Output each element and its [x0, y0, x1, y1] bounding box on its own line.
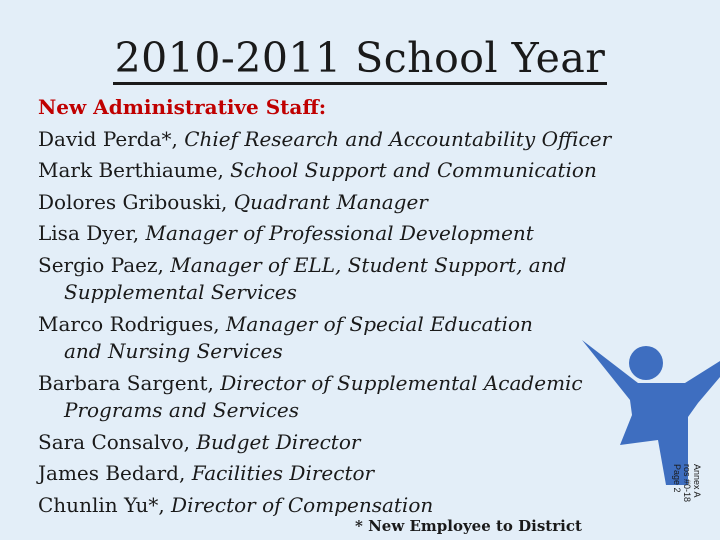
staff-role: Quadrant Manager [233, 189, 428, 214]
annex-label [662, 464, 702, 516]
staff-role: Director of Compensation [171, 492, 434, 517]
staff-role: Manager of Professional Development [145, 221, 534, 245]
staff-name: Sergio Paez, [38, 252, 171, 277]
staff-row [38, 218, 648, 250]
staff-row [38, 187, 648, 219]
annex-line: ros #0-18 [682, 464, 692, 503]
staff-role: School Support and Communication [230, 158, 597, 182]
staff-role: Director of Supplemental Academic [220, 370, 583, 395]
staff-role: Budget Director [196, 429, 361, 454]
annex-line: Page 2 [672, 464, 682, 493]
staff-row [38, 155, 648, 187]
staff-name: Barbara Sargent, [38, 370, 221, 395]
slide-title-text: 2010-2011 School Year [113, 34, 608, 85]
staff-name: Sara Consalvo, [38, 429, 197, 454]
staff-role-continued: Supplemental Services [64, 279, 297, 304]
staff-row [38, 458, 648, 490]
staff-name: Dolores Gribouski, [38, 189, 234, 214]
staff-list [38, 92, 648, 521]
staff-role-continued: Programs and Services [64, 397, 299, 422]
staff-role: Facilities Director [191, 461, 375, 485]
staff-heading: New Administrative Staff: [38, 95, 327, 119]
staff-row [38, 427, 648, 459]
slide-title [0, 34, 720, 82]
staff-row [38, 309, 648, 368]
staff-role: Manager of Special Education [225, 311, 533, 336]
annex-line: Annex A [692, 464, 702, 498]
staff-row [38, 250, 648, 309]
staff-name: Marco Rodrigues, [38, 311, 226, 336]
staff-role: Manager of ELL, Student Support, and [170, 252, 567, 277]
staff-role: Chief Research and Accountability Officer [184, 126, 612, 151]
footnote: * New Employee to District [355, 517, 582, 535]
staff-name: Mark Berthiaume, [38, 158, 231, 182]
staff-row [38, 124, 648, 156]
staff-name: David Perda*, [38, 126, 185, 151]
staff-role-continued: and Nursing Services [64, 338, 283, 363]
staff-name: Lisa Dyer, [38, 221, 146, 245]
staff-row [38, 368, 648, 427]
staff-name: James Bedard, [38, 461, 192, 485]
staff-name: Chunlin Yu*, [38, 492, 172, 517]
